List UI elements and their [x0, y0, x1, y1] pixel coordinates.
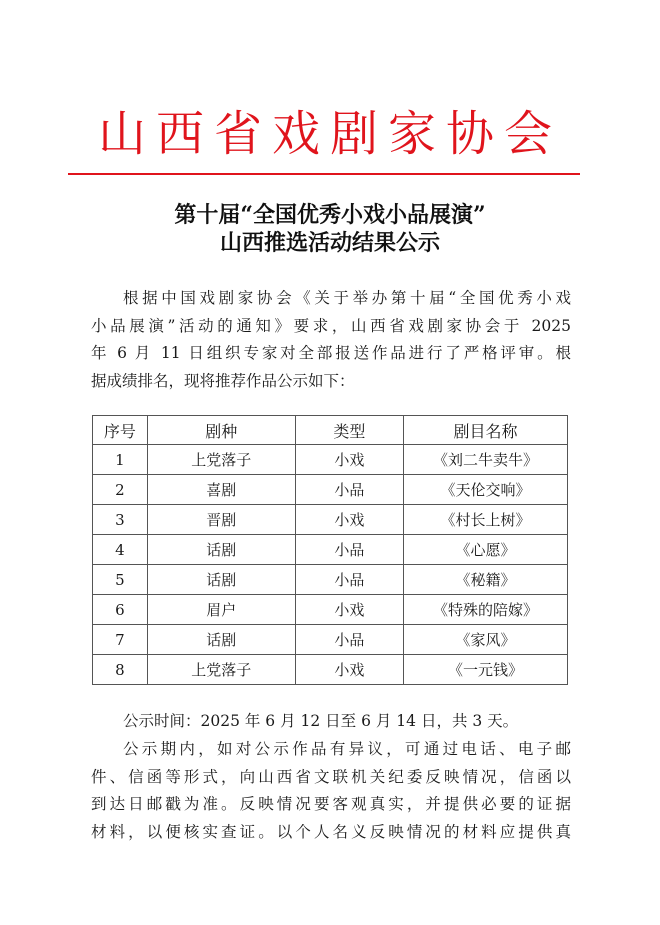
cell-type: 小戏 — [295, 595, 403, 625]
notice-objection-paragraph — [91, 736, 571, 846]
cell-type: 小品 — [295, 475, 403, 505]
table-row — [93, 565, 568, 595]
cell-name: 《秘籍》 — [403, 565, 567, 595]
notice-objection-line: 材料，以便核实查证。以个人名义反映情况的材料应提供真 — [91, 822, 571, 841]
notice-objection-line: 件、信函等形式，向山西省文联机关纪委反映情况，信函以 — [91, 767, 571, 786]
table-row — [93, 535, 568, 565]
table-row — [93, 595, 568, 625]
cell-name: 《特殊的陪嫁》 — [403, 595, 567, 625]
cell-genre: 眉户 — [147, 595, 295, 625]
cell-no: 6 — [93, 595, 148, 625]
cell-name: 《村长上树》 — [403, 505, 567, 535]
header-name: 剧目名称 — [403, 416, 567, 445]
intro-line: 年 6 月 11 日组织专家对全部报送作品进行了严格评审。根 — [91, 344, 571, 362]
cell-name: 《一元钱》 — [403, 655, 567, 685]
header-type: 类型 — [295, 416, 403, 445]
cell-genre: 话剧 — [147, 535, 295, 565]
table-row — [93, 475, 568, 505]
intro-line: 据成绩排名，现将推荐作品公示如下： — [91, 371, 355, 390]
cell-no: 2 — [93, 475, 148, 505]
cell-name: 《刘二牛卖牛》 — [403, 445, 567, 475]
header-genre: 剧种 — [147, 416, 295, 445]
table-row — [93, 655, 568, 685]
notice-period-line: 公示时间：2025 年 6 月 12 日至 6 月 14 日，共 3 天。 — [123, 712, 519, 730]
cell-no: 5 — [93, 565, 148, 595]
cell-name: 《天伦交响》 — [403, 475, 567, 505]
header-no: 序号 — [93, 416, 148, 445]
document-title-line-2: 山西推选活动结果公示 — [219, 230, 440, 256]
intro-paragraph — [91, 285, 571, 395]
cell-no: 4 — [93, 535, 148, 565]
notice-period-paragraph — [91, 708, 571, 736]
cell-type: 小品 — [295, 535, 403, 565]
org-letterhead: 山西省戏剧家协会 — [97, 106, 562, 162]
letterhead-divider — [68, 173, 580, 175]
cell-name: 《心愿》 — [403, 535, 567, 565]
table-row — [93, 445, 568, 475]
document-title-line-1: 第十届“全国优秀小戏小品展演” — [174, 202, 486, 228]
cell-genre: 话剧 — [147, 565, 295, 595]
table-row — [93, 505, 568, 535]
intro-line: 根据中国戏剧家协会《关于举办第十届“全国优秀小戏 — [123, 289, 571, 307]
table-row — [93, 625, 568, 655]
cell-no: 1 — [93, 445, 148, 475]
cell-genre: 晋剧 — [147, 505, 295, 535]
cell-type: 小品 — [295, 625, 403, 655]
notice-objection-line: 公示期内，如对公示作品有异议，可通过电话、电子邮 — [123, 740, 571, 758]
cell-type: 小戏 — [295, 655, 403, 685]
cell-no: 8 — [93, 655, 148, 685]
table-header-row — [93, 416, 568, 445]
cell-genre: 话剧 — [147, 625, 295, 655]
intro-line: 小品展演”活动的通知》要求，山西省戏剧家协会于 2025 — [91, 316, 571, 335]
results-table — [92, 415, 568, 685]
cell-type: 小戏 — [295, 505, 403, 535]
cell-type: 小戏 — [295, 445, 403, 475]
cell-genre: 喜剧 — [147, 475, 295, 505]
cell-no: 7 — [93, 625, 148, 655]
cell-genre: 上党落子 — [147, 445, 295, 475]
cell-type: 小品 — [295, 565, 403, 595]
notice-objection-line: 到达日邮戳为准。反映情况要客观真实，并提供必要的证据 — [91, 795, 571, 813]
cell-genre: 上党落子 — [147, 655, 295, 685]
cell-name: 《家风》 — [403, 625, 567, 655]
cell-no: 3 — [93, 505, 148, 535]
